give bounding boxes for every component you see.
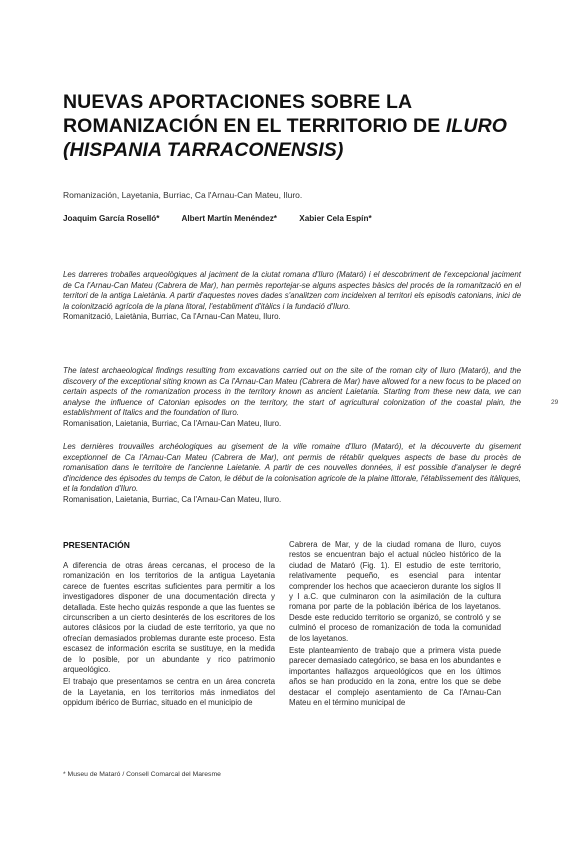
section-heading: PRESENTACIÓN xyxy=(63,540,130,550)
title-line-2-italic: ILURO xyxy=(445,115,508,137)
body-column-right xyxy=(289,540,501,711)
author-2: Albert Martín Menéndez* xyxy=(181,214,277,223)
abstract-english-keywords: Romanisation, Laietania, Burriac, Ca l'Arnau-Can Mateu, Iluro. xyxy=(63,418,282,428)
title-line-2 xyxy=(63,114,533,138)
author-1: Joaquim García Roselló* xyxy=(63,214,160,223)
abstract-catalan xyxy=(63,270,521,323)
page-number: 29 xyxy=(551,399,559,406)
body-left-paragraph-2: El trabajo que presentamos se centra en un área concreta de la Layetania, en los territorios más inmediatos del oppidum ibérico de Burriac, situado en el municipio de xyxy=(63,677,275,708)
abstract-english-text: The latest archaeological findings resulting from excavations carried out on the site of the roman city of Iluro (Mataró), and the discovery of the exceptional siting known as Ca l'Arnau-Can Mateu (Cabrera de Mar) have allowed for a new focus to be placed on certain aspects of the romanization process in the territory known as ancient Laietania. Starting from these new data, we can analyse the influence of Catonian episodes on the territory, the start of agricultural colonization of the coastal plain, the establishment of Italics and the foundation of Iluro. xyxy=(63,366,521,418)
authors-line xyxy=(63,214,533,223)
title-line-1: NUEVAS APORTACIONES SOBRE LA xyxy=(63,91,413,113)
keywords-spanish: Romanización, Layetania, Burriac, Ca l'Arnau-Can Mateu, Iluro. xyxy=(63,190,303,200)
abstract-french-keywords: Romanisation, Laietania, Burriac, Ca l'Arnau-Can Mateu, Iluro. xyxy=(63,494,282,504)
body-left-paragraph-1: A diferencia de otras áreas cercanas, el proceso de la romanización en los territorios de la antigua Layetania carece de fuentes escritas suficientes para permitir a los investigadores disponer de una documentación directa y detallada. Este hecho quizás responde a que las fuentes se circunscriben a un cierto desinterés de los escritores de los autores clásicos por la ciudad de este territorio, ya que no ofrecían demasiados problemas durante este proceso. Esta escasez de información escrita se sustituye, en la medida de lo posible, por un abundante y rico patrimonio arqueológico. xyxy=(63,561,275,675)
article-title xyxy=(63,90,533,162)
author-affiliation-footnote: * Museu de Mataró / Consell Comarcal del Maresme xyxy=(63,771,221,778)
body-right-paragraph-2: Este planteamiento de trabajo que a primera vista puede parecer demasiado categórico, se basa en los abundantes e importantes hallazgos arqueológicos que en los últimos años se han producido en la zona, entre los que se debe destacar el complejo asentamiento de Ca l'Arnau-Can Mateu en el término municipal de xyxy=(289,646,501,708)
body-column-left xyxy=(63,561,275,711)
abstract-catalan-keywords: Romanització, Laietània, Burriac, Ca l'Arnau-Can Mateu, Iluro. xyxy=(63,312,281,322)
title-line-3: (HISPANIA TARRACONENSIS) xyxy=(63,139,344,161)
author-3: Xabier Cela Espín* xyxy=(299,214,372,223)
body-right-paragraph-1: Cabrera de Mar, y de la ciudad romana de Iluro, cuyos restos se encuentran bajo el actual núcleo histórico de la ciudad de Mataró (Fig. 1). El estudio de este territorio, relativamente pequeño, es esencial para intentar comprender los hechos que acaecieron durante los siglos II y I a.C. que culminaron con la asimilación de la cultura romana por parte de la población ibérica de los layetanos. Desde este reducido territorio se organizó, se controló y se culminó el proceso de romanización de toda la comunidad de los layetanos. xyxy=(289,540,501,643)
title-line-2-main: ROMANIZACIÓN EN EL TERRITORIO DE xyxy=(63,115,446,137)
abstract-french-text: Les dernières trouvailles archéologiques au gisement de la ville romaine d'Iluro (Mataró), et la découverte du gisement exceptionnel de Ca l'Arnau-Can Mateu (Cabrera de Mar), ont permis de rétablir quelques aspects de base du procès de romanisation dans le territoire de l'ancienne Laietanie. A partir de ces nouvelles données, il est possible d'analyser le degré d'incidence des épisodes du temps de Caton, le début de la colonisation agricole de la plaine littorale, l'établissement des itàliques, et la fondation d'Iluro. xyxy=(63,442,521,494)
abstract-catalan-text: Les darreres troballes arqueològiques al jaciment de la ciutat romana d'Iluro (Mataró) i el descobriment de l'excepcional jaciment de Ca l'Arnau-Can Mateu (Cabrera de Mar), han permès reportejar-se alguns aspectes bàsics del procés de la romanització en el territori de la antiga Laietània. A partir d'aquestes noves dades s'analitzen com incideixen al territori els episodis catonians, inici de la colonització agrícola de la plana litoral, l'establiment d'itàlics i la fundació d'Iluro. xyxy=(63,270,521,311)
abstract-french xyxy=(63,442,521,506)
abstract-english xyxy=(63,366,521,430)
